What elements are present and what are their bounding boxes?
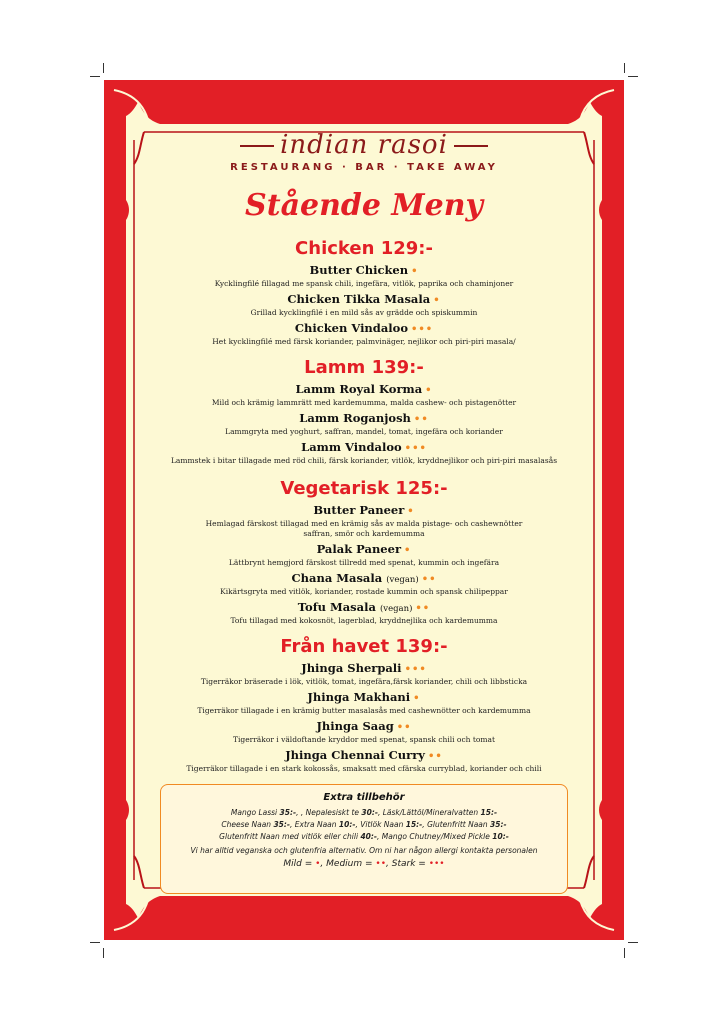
dish-item	[104, 321, 624, 347]
dish-description-cont: saffran, smör och kardemumma	[303, 529, 425, 538]
dish-name: Butter Paneer	[313, 503, 405, 517]
section-chicken	[104, 238, 624, 347]
dish-description: Tigerräkor i väldoftande kryddor med spenat, spansk chili och tomat	[233, 735, 495, 744]
vegan-tag: (vegan)	[379, 604, 413, 614]
crop-mark	[628, 76, 638, 77]
spoon-icon	[454, 145, 488, 147]
heat-indicator: •••	[411, 324, 434, 335]
section-vegetarisk	[104, 478, 624, 626]
crop-mark	[90, 76, 100, 77]
allergy-note: Vi har alltid veganska och glutenfria alternativ. Om ni har någon allergi kontakta personalen	[190, 846, 538, 855]
dish-description: Grillad kycklingfilé i en mild sås av grädde och spiskummin	[250, 308, 478, 317]
dish-description: Lättbrynt hemgjord färskost tillredd med spenat, kummin och ingefära	[228, 558, 500, 567]
fork-icon	[240, 145, 274, 147]
extras-line	[161, 807, 567, 819]
extras-text: , Vitlök Naan	[355, 820, 406, 829]
extras-price: 40:-	[360, 832, 378, 841]
dish-item	[104, 503, 624, 539]
extras-text: , Extra Naan	[290, 820, 339, 829]
dish-description: Hemlagad färskost tillagad med en krämig sås av malda pistage- och cashewnötter	[205, 519, 523, 528]
heat-indicator: •••	[404, 664, 427, 675]
legend-label: Mild =	[283, 859, 316, 869]
dish-name: Chicken Tikka Masala	[287, 292, 431, 306]
dish-item	[104, 571, 624, 597]
crop-mark	[628, 942, 638, 943]
menu-title: Stående Meny	[245, 188, 483, 223]
restaurant-logo	[104, 130, 624, 173]
heat-indicator: ••	[415, 603, 431, 614]
heat-indicator: •••	[404, 443, 427, 454]
legend-dots: •	[315, 859, 321, 869]
heat-indicator: •	[411, 266, 419, 277]
crop-mark	[624, 948, 625, 958]
extras-title: Extra tillbehör	[323, 792, 405, 803]
dish-name: Tofu Masala	[297, 600, 376, 614]
extras-text: Glutenfritt Naan med vitlök eller chili	[219, 832, 361, 841]
dish-name: Lamm Royal Korma	[295, 382, 423, 396]
dish-item	[104, 411, 624, 437]
dish-item	[104, 263, 624, 289]
dish-item	[104, 292, 624, 318]
dish-name: Lamm Roganjosh	[299, 411, 411, 425]
extras-price: 35:-	[279, 808, 297, 817]
dish-description: Lammgryta med yoghurt, saffran, mandel, tomat, ingefära och koriander	[225, 427, 503, 436]
heat-indicator: •	[425, 385, 433, 396]
heat-indicator: ••	[421, 574, 437, 585]
dish-description: Lammstek i bitar tillagade med röd chili, färsk koriander, vitlök, kryddnejlikor och piri-piri masalasås	[170, 456, 558, 465]
dish-description: Kikärtsgryta med vitlök, koriander, rostade kummin och spansk chilipeppar	[220, 587, 508, 596]
dish-name: Jhinga Sherpali	[301, 661, 402, 675]
crop-mark	[103, 63, 104, 73]
heat-indicator: ••	[427, 751, 443, 762]
dish-description: Tigerräkor tillagade i en stark kokossås, smaksatt med cfärska curryblad, koriander och chili	[186, 764, 542, 773]
dish-item	[104, 748, 624, 774]
section-fran-havet	[104, 636, 624, 774]
extras-price: 35:-	[490, 820, 507, 829]
logo-tagline: RESTAURANG · BAR · TAKE AWAY	[230, 162, 498, 173]
dish-name: Chana Masala	[291, 571, 383, 585]
dish-name: Jhinga Saag	[316, 719, 394, 733]
crop-mark	[103, 948, 104, 958]
legend-dots: •••	[428, 859, 445, 869]
extras-text: Mango Lassi	[230, 808, 280, 817]
extras-line	[161, 819, 567, 831]
heat-indicator: ••	[396, 722, 412, 733]
logo-name: indian rasoi	[280, 130, 448, 160]
extras-line	[161, 831, 567, 843]
extras-text: Cheese Naan	[221, 820, 274, 829]
heat-legend	[161, 859, 567, 869]
extras-text: , , Nepalesiskt te	[296, 808, 362, 817]
extras-price: 15:-	[480, 808, 498, 817]
heat-indicator: •	[413, 693, 421, 704]
heat-indicator: •	[433, 295, 441, 306]
section-title: Vegetarisk 125:-	[280, 478, 448, 499]
extras-price: 10:-	[338, 820, 356, 829]
dish-description: Mild och krämig lammrätt med kardemumma, malda cashew- och pistagenötter	[211, 398, 517, 407]
extras-price: 30:-	[361, 808, 378, 817]
crop-mark	[624, 63, 625, 73]
section-lamm	[104, 357, 624, 466]
dish-name: Chicken Vindaloo	[294, 321, 408, 335]
legend-label: , Stark =	[386, 859, 429, 869]
extras-box	[160, 784, 568, 894]
dish-item	[104, 719, 624, 745]
extras-price: 15:-	[405, 820, 423, 829]
legend-dots: ••	[375, 859, 387, 869]
dish-name: Jhinga Chennai Curry	[285, 748, 425, 762]
dish-item	[104, 600, 624, 626]
dish-description: Het kycklingfilé med färsk koriander, palmvinäger, nejlikor och piri-piri masala/	[212, 337, 516, 346]
dish-item	[104, 661, 624, 687]
vegan-tag: (vegan)	[386, 575, 419, 585]
section-title: Lamm 139:-	[304, 357, 424, 378]
dish-name: Palak Paneer	[316, 542, 402, 556]
dish-name: Butter Chicken	[309, 263, 409, 277]
dish-description: Tigerräkor tillagade i en krämig butter masalasås med cashewnötter och kardemumma	[197, 706, 531, 715]
heat-indicator: •	[407, 506, 415, 517]
extras-price: 35:-	[273, 820, 291, 829]
extras-text: , Läsk/Lättöl/Mineralvatten	[377, 808, 481, 817]
dish-name: Jhinga Makhani	[307, 690, 411, 704]
dish-description: Kycklingfilé fillagad me spansk chili, ingefära, vitlök, paprika och chaminjoner	[214, 279, 514, 288]
dish-description: Tofu tillagad med kokosnöt, lagerblad, kryddnejlika och kardemumma	[230, 616, 498, 625]
extras-text: , Mango Chutney/Mixed Pickle	[377, 832, 493, 841]
heat-indicator: •	[404, 545, 412, 556]
extras-text: , Glutenfritt Naan	[422, 820, 491, 829]
dish-item	[104, 542, 624, 568]
legend-label: , Medium =	[320, 859, 376, 869]
extras-price: 10:-	[492, 832, 509, 841]
heat-indicator: ••	[413, 414, 429, 425]
menu-content	[104, 80, 624, 940]
section-title: Chicken 129:-	[295, 238, 433, 259]
dish-item	[104, 690, 624, 716]
dish-name: Lamm Vindaloo	[301, 440, 402, 454]
section-title: Från havet 139:-	[280, 636, 448, 657]
crop-mark	[90, 942, 100, 943]
dish-item	[104, 382, 624, 408]
dish-item	[104, 440, 624, 466]
dish-description: Tigerräkor bräserade i lök, vitlök, tomat, ingefära,färsk koriander, chili och libbsticka	[200, 677, 528, 686]
